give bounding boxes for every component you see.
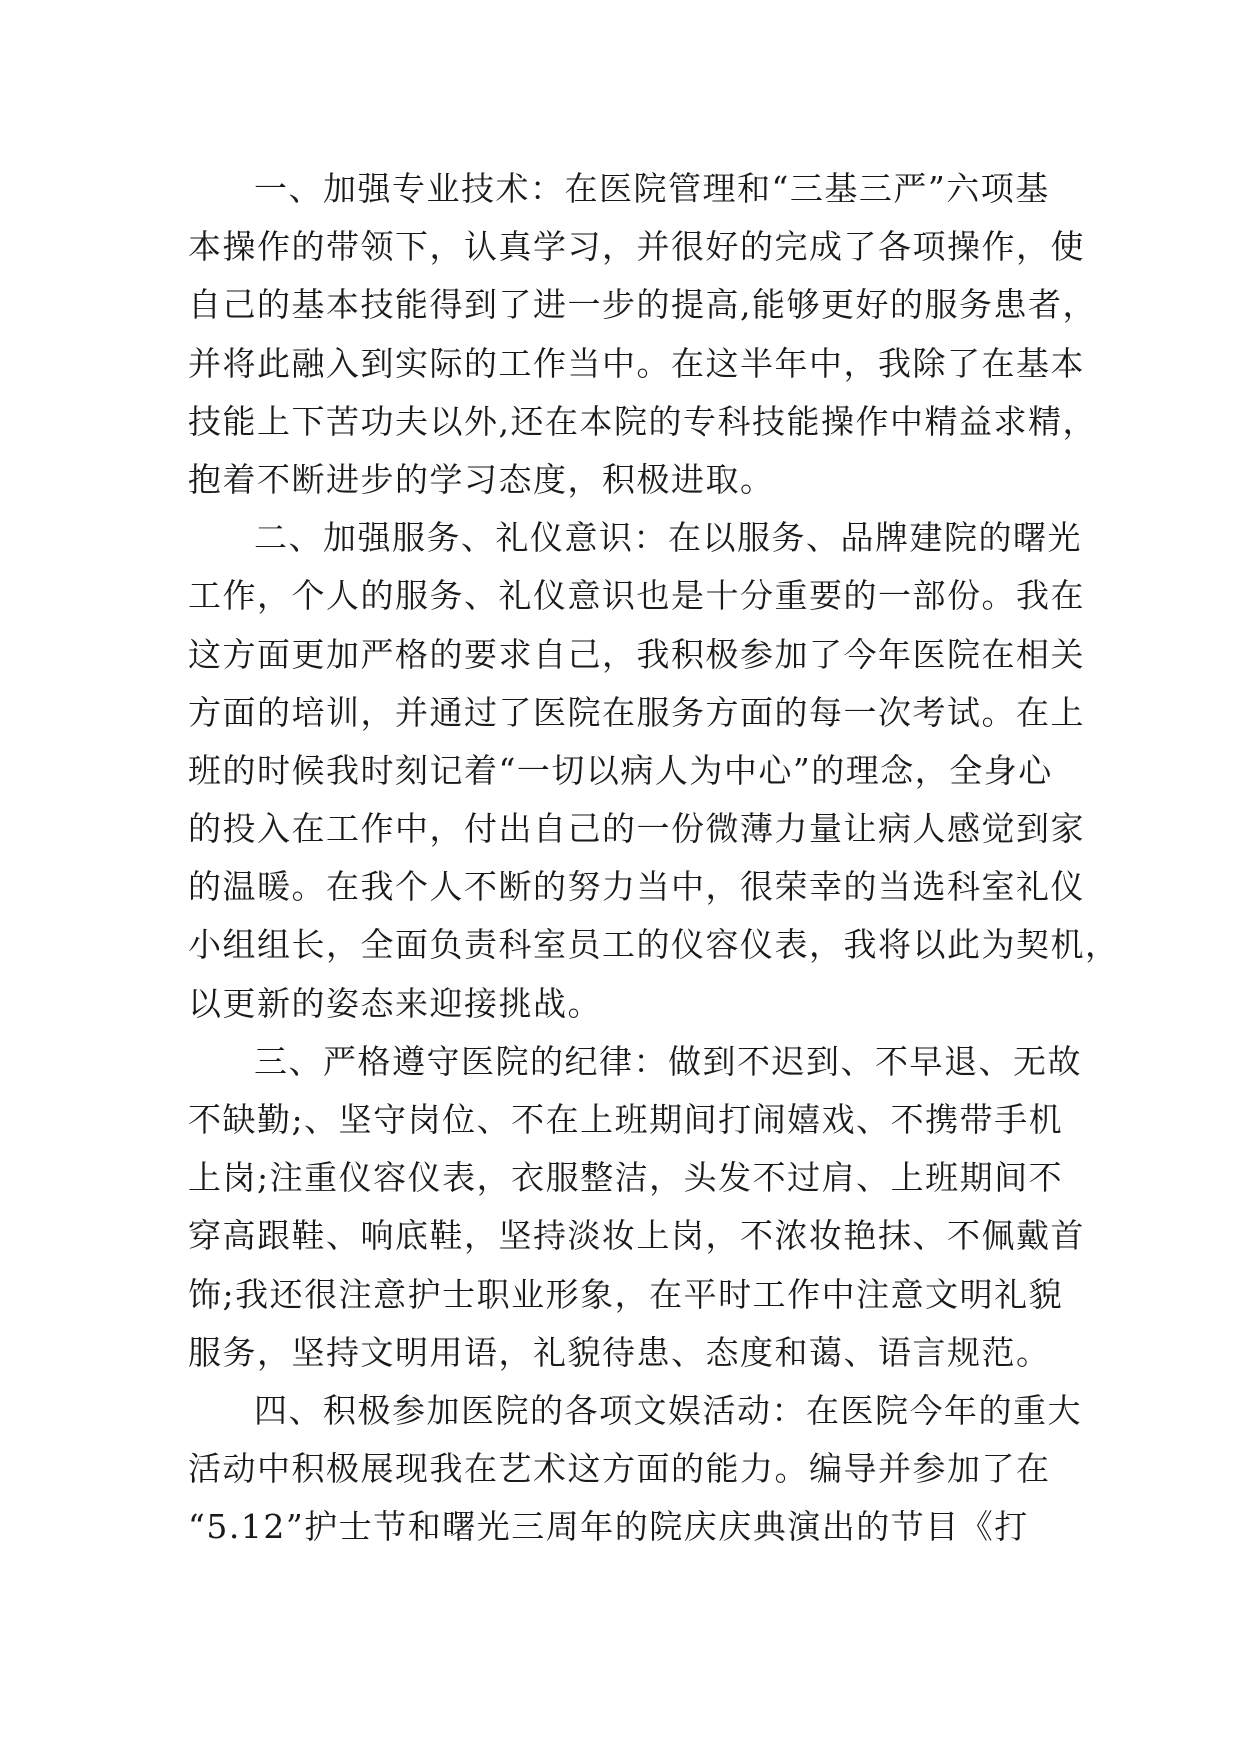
paragraph-2-line-4: 方面的培训，并通过了医院在服务方面的每一次考试。在上 xyxy=(188,692,1085,732)
paragraph-3-line-2: 不缺勤;、坚守岗位、不在上班期间打闹嬉戏、不携带手机 xyxy=(188,1100,1064,1139)
paragraph-2-line-1: 二、加强服务、礼仪意识：在以服务、品牌建院的曙光 xyxy=(254,518,1082,558)
paragraph-2-line-7: 的温暖。在我个人不断的努力当中，很荣幸的当选科室礼仪 xyxy=(188,867,1085,907)
paragraph-4-line-2: 活动中积极展现我在艺术这方面的能力。编导并参加了在 xyxy=(188,1449,1051,1489)
document-body xyxy=(188,160,1120,1557)
paragraph-3-line-3: 上岗;注重仪容仪表，衣服整洁，头发不过肩、上班期间不 xyxy=(188,1158,1064,1198)
paragraph-1-line-3: 自己的基本技能得到了进一步的提高,能够更好的服务患者， xyxy=(188,285,1097,325)
paragraph-2-line-6: 的投入在工作中，付出自己的一份微薄力量让病人感觉到家 xyxy=(188,809,1085,849)
paragraph-1-line-6: 抱着不断进步的学习态度，积极进取。 xyxy=(188,459,775,499)
paragraph-1-line-1: 一、加强专业技术：在医院管理和“三基三严”六项基 xyxy=(254,169,1050,208)
paragraph-1-line-2: 本操作的带领下，认真学习，并很好的完成了各项操作，使 xyxy=(188,227,1085,267)
paragraph-1-line-4: 并将此融入到实际的工作当中。在这半年中，我除了在基本 xyxy=(188,343,1085,383)
paragraph-1-line-5: 技能上下苦功夫以外,还在本院的专科技能操作中精益求精， xyxy=(188,401,1097,441)
paragraph-2-line-8: 小组组长，全面负责科室员工的仪容仪表，我将以此为契机， xyxy=(188,925,1120,965)
paragraph-4-line-1: 四、积极参加医院的各项文娱活动：在医院今年的重大 xyxy=(254,1390,1082,1430)
paragraph-4-line-3: “5.12”护士节和曙光三周年的院庆庆典演出的节目《打 xyxy=(188,1507,1029,1547)
paragraph-3-line-6: 服务，坚持文明用语，礼貌待患、态度和蔼、语言规范。 xyxy=(188,1332,1051,1372)
paragraph-3-line-5: 饰;我还很注意护士职业形象，在平时工作中注意文明礼貌 xyxy=(188,1274,1064,1314)
paragraph-2-line-9: 以更新的姿态来迎接挑战。 xyxy=(188,983,602,1023)
paragraph-2-line-2: 工作，个人的服务、礼仪意识也是十分重要的一部份。我在 xyxy=(188,576,1085,616)
paragraph-3-line-4: 穿高跟鞋、响底鞋，坚持淡妆上岗，不浓妆艳抹、不佩戴首 xyxy=(188,1216,1085,1256)
paragraph-3-line-1: 三、严格遵守医院的纪律：做到不迟到、不早退、无故 xyxy=(254,1041,1082,1081)
paragraph-2-line-5: 班的时候我时刻记着“一切以病人为中心”的理念，全身心 xyxy=(188,750,1053,790)
paragraph-2-line-3: 这方面更加严格的要求自己，我积极参加了今年医院在相关 xyxy=(188,634,1085,674)
